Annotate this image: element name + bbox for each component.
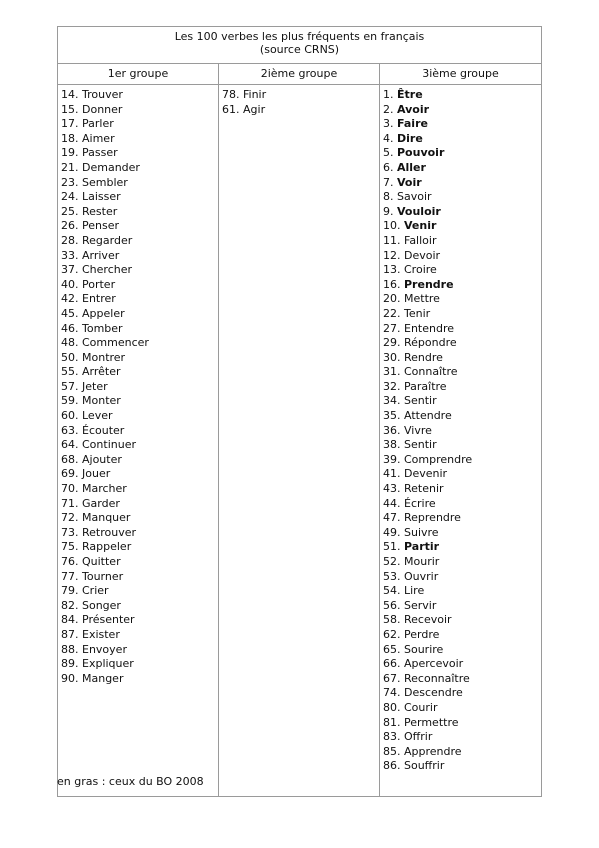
verb-name: Garder: [82, 496, 120, 510]
list-item: [383, 132, 538, 147]
verb-name: Reconnaître: [404, 671, 470, 685]
verb-name: Ouvrir: [404, 569, 439, 583]
list-item: [383, 351, 538, 366]
verb-rank: 24.: [61, 190, 79, 204]
verb-rank: 33.: [61, 248, 79, 262]
verb-rank: 72.: [61, 511, 79, 525]
verb-rank: 78.: [222, 88, 240, 101]
verb-name: Retrouver: [82, 525, 137, 539]
verb-name: Connaître: [404, 365, 458, 379]
column-header-group3: 3ième groupe: [380, 64, 542, 85]
verb-name: Trouver: [82, 88, 123, 101]
verb-name: Sentir: [404, 394, 437, 408]
list-item: [61, 555, 215, 570]
footnote: en gras : ceux du BO 2008: [57, 775, 204, 788]
verb-rank: 51.: [383, 540, 401, 554]
list-item: [383, 438, 538, 453]
verb-rank: 64.: [61, 438, 79, 452]
column-group3: [380, 85, 542, 797]
verb-rank: 57.: [61, 379, 79, 393]
verb-name: Entendre: [404, 321, 455, 335]
verb-rank: 54.: [383, 584, 401, 598]
list-item: [383, 555, 538, 570]
verb-rank: 22.: [383, 306, 401, 320]
list-item: [61, 176, 215, 191]
verb-name: Expliquer: [82, 657, 134, 671]
verb-rank: 73.: [61, 525, 79, 539]
list-item: [383, 759, 538, 774]
list-item: [61, 219, 215, 234]
verb-name: Penser: [82, 219, 120, 233]
verb-name: Sourire: [404, 642, 444, 656]
list-item: [61, 117, 215, 132]
verb-rank: 36.: [383, 423, 401, 437]
list-item: [383, 584, 538, 599]
verb-rank: 58.: [383, 613, 401, 627]
verb-rank: 52.: [383, 555, 401, 568]
verb-name: Écouter: [82, 423, 125, 437]
list-item: [383, 292, 538, 307]
verb-name: Agir: [243, 102, 266, 116]
verb-rank: 19.: [61, 146, 79, 160]
verb-name: Apprendre: [404, 744, 462, 758]
verb-name: Être: [397, 88, 423, 101]
verb-rank: 87.: [61, 627, 79, 641]
verb-rank: 82.: [61, 598, 79, 612]
verb-rank: 41.: [383, 467, 401, 481]
verb-rank: 18.: [61, 131, 79, 145]
verb-name: Venir: [404, 219, 437, 233]
list-item: [61, 205, 215, 220]
list-item: [383, 730, 538, 745]
list-item: [383, 497, 538, 512]
verb-rank: 46.: [61, 321, 79, 335]
verb-name: Jouer: [82, 467, 111, 481]
header-row: [58, 64, 542, 85]
verb-rank: 23.: [61, 175, 79, 189]
column-header-group1: 1er groupe: [58, 64, 219, 85]
verb-name: Vivre: [404, 423, 432, 437]
list-item: [383, 482, 538, 497]
list-item: [61, 103, 215, 118]
verb-name: Falloir: [404, 233, 437, 247]
list-item: [383, 409, 538, 424]
list-item: [383, 307, 538, 322]
list-item: [383, 234, 538, 249]
verb-name: Commencer: [82, 336, 149, 350]
list-item: [61, 438, 215, 453]
verbs-table: [57, 26, 542, 797]
verb-rank: 16.: [383, 277, 401, 291]
list-item: [61, 365, 215, 380]
verb-name: Arriver: [82, 248, 120, 262]
list-item: [222, 103, 376, 118]
verb-name: Lever: [82, 409, 113, 423]
verb-name: Voir: [397, 175, 422, 189]
verb-name: Comprendre: [404, 452, 473, 466]
verb-rank: 47.: [383, 511, 401, 525]
column-group1: [58, 85, 219, 797]
verb-rank: 28.: [61, 233, 79, 247]
list-item: [61, 351, 215, 366]
verb-rank: 71.: [61, 496, 79, 510]
list-item: [61, 322, 215, 337]
table-title-line2: (source CRNS): [259, 43, 340, 56]
verb-name: Faire: [397, 117, 428, 131]
verb-name: Appeler: [82, 306, 125, 320]
list-item: [61, 161, 215, 176]
list-item: [61, 643, 215, 658]
verb-name: Perdre: [404, 627, 440, 641]
list-item: [61, 190, 215, 205]
verb-name: Vouloir: [397, 204, 441, 218]
verb-name: Sembler: [82, 175, 128, 189]
verb-name: Servir: [404, 598, 437, 612]
list-row: [58, 85, 542, 797]
verb-rank: 61.: [222, 102, 240, 116]
list-item: [61, 584, 215, 599]
verb-rank: 69.: [61, 467, 79, 481]
verb-name: Lire: [404, 584, 425, 598]
verb-name: Répondre: [404, 336, 457, 350]
list-item: [383, 424, 538, 439]
list-item: [61, 511, 215, 526]
verb-rank: 43.: [383, 482, 401, 496]
verb-rank: 25.: [61, 204, 79, 218]
list-item: [61, 672, 215, 687]
verb-rank: 83.: [383, 730, 401, 744]
list-item: [383, 190, 538, 205]
list-item: [61, 409, 215, 424]
verb-name: Rappeler: [82, 540, 132, 554]
verb-rank: 68.: [61, 452, 79, 466]
list-item: [383, 540, 538, 555]
verb-rank: 4.: [383, 131, 394, 145]
verb-rank: 86.: [383, 759, 401, 773]
verb-rank: 44.: [383, 496, 401, 510]
verb-name: Demander: [82, 160, 140, 174]
list-item: [383, 365, 538, 380]
verb-name: Pouvoir: [397, 146, 445, 160]
verb-name: Présenter: [82, 613, 135, 627]
verb-name: Prendre: [404, 277, 454, 291]
list-item: [383, 453, 538, 468]
verb-rank: 55.: [61, 365, 79, 379]
verb-name: Rester: [82, 204, 118, 218]
verb-name: Tomber: [82, 321, 123, 335]
verb-name: Manquer: [82, 511, 131, 525]
verb-rank: 10.: [383, 219, 401, 233]
verb-list-group1: [61, 88, 215, 686]
verb-name: Crier: [82, 584, 109, 598]
verb-rank: 9.: [383, 204, 394, 218]
list-item: [383, 176, 538, 191]
verb-name: Savoir: [397, 190, 432, 204]
verb-name: Recevoir: [404, 613, 452, 627]
list-item: [61, 234, 215, 249]
verb-name: Regarder: [82, 233, 133, 247]
verb-rank: 50.: [61, 350, 79, 364]
verb-rank: 65.: [383, 642, 401, 656]
list-item: [61, 263, 215, 278]
verb-rank: 1.: [383, 88, 394, 101]
list-item: [61, 526, 215, 541]
verb-name: Montrer: [82, 350, 126, 364]
verb-rank: 63.: [61, 423, 79, 437]
list-item: [383, 278, 538, 293]
verb-name: Souffrir: [404, 759, 445, 773]
verb-rank: 15.: [61, 102, 79, 116]
verb-rank: 21.: [61, 160, 79, 174]
verb-name: Tenir: [404, 306, 431, 320]
verb-rank: 74.: [383, 686, 401, 700]
list-item: [383, 613, 538, 628]
list-item: [61, 628, 215, 643]
verb-name: Apercevoir: [404, 657, 464, 671]
verb-name: Exister: [82, 627, 120, 641]
list-item: [61, 88, 215, 103]
list-item: [61, 380, 215, 395]
list-item: [383, 628, 538, 643]
verb-rank: 31.: [383, 365, 401, 379]
list-item: [383, 205, 538, 220]
verb-rank: 66.: [383, 657, 401, 671]
verb-rank: 81.: [383, 715, 401, 729]
verb-rank: 59.: [61, 394, 79, 408]
verb-name: Attendre: [404, 409, 452, 423]
verb-rank: 38.: [383, 438, 401, 452]
table-title: [58, 27, 542, 64]
list-item: [61, 657, 215, 672]
verb-name: Devoir: [404, 248, 441, 262]
verb-name: Entrer: [82, 292, 116, 306]
verb-rank: 2.: [383, 102, 394, 116]
verb-name: Manger: [82, 671, 124, 685]
verb-name: Laisser: [82, 190, 121, 204]
list-item: [61, 613, 215, 628]
verb-rank: 11.: [383, 233, 401, 247]
list-item: [383, 322, 538, 337]
list-item: [61, 467, 215, 482]
list-item: [383, 380, 538, 395]
list-item: [383, 672, 538, 687]
list-item: [383, 394, 538, 409]
verb-name: Mourir: [404, 555, 440, 568]
list-item: [383, 263, 538, 278]
verb-list-group3: [383, 88, 538, 774]
verb-rank: 13.: [383, 263, 401, 277]
list-item: [383, 161, 538, 176]
verb-rank: 3.: [383, 117, 394, 131]
list-item: [61, 599, 215, 614]
list-item: [222, 88, 376, 103]
list-item: [383, 701, 538, 716]
list-item: [383, 745, 538, 760]
verb-rank: 79.: [61, 584, 79, 598]
verb-rank: 5.: [383, 146, 394, 160]
verb-name: Devenir: [404, 467, 448, 481]
verb-name: Jeter: [82, 379, 108, 393]
list-item: [61, 307, 215, 322]
verb-rank: 90.: [61, 671, 79, 685]
list-item: [61, 453, 215, 468]
verb-name: Monter: [82, 394, 121, 408]
verb-rank: 48.: [61, 336, 79, 350]
list-item: [61, 482, 215, 497]
list-item: [61, 292, 215, 307]
list-item: [61, 336, 215, 351]
verb-list-group2: [222, 88, 376, 117]
table-title-line1: Les 100 verbes les plus fréquents en français: [174, 30, 425, 43]
verb-name: Suivre: [404, 525, 439, 539]
verb-name: Aller: [397, 160, 426, 174]
list-item: [61, 132, 215, 147]
verb-name: Chercher: [82, 263, 133, 277]
verb-rank: 40.: [61, 277, 79, 291]
verb-rank: 56.: [383, 598, 401, 612]
verb-rank: 20.: [383, 292, 401, 306]
verb-rank: 80.: [383, 700, 401, 714]
list-item: [61, 249, 215, 264]
verb-name: Parler: [82, 117, 114, 131]
verb-rank: 7.: [383, 175, 394, 189]
list-item: [383, 657, 538, 672]
list-item: [383, 103, 538, 118]
verb-rank: 45.: [61, 306, 79, 320]
verb-rank: 35.: [383, 409, 401, 423]
verb-rank: 27.: [383, 321, 401, 335]
verb-rank: 85.: [383, 744, 401, 758]
verb-name: Envoyer: [82, 642, 127, 656]
verb-rank: 84.: [61, 613, 79, 627]
title-row: [58, 27, 542, 64]
verb-name: Avoir: [397, 102, 430, 116]
verb-rank: 53.: [383, 569, 401, 583]
verb-rank: 8.: [383, 190, 394, 204]
verb-rank: 42.: [61, 292, 79, 306]
verb-name: Offrir: [404, 730, 433, 744]
list-item: [383, 219, 538, 234]
verb-name: Permettre: [404, 715, 459, 729]
verb-name: Retenir: [404, 482, 444, 496]
verb-rank: 29.: [383, 336, 401, 350]
list-item: [61, 394, 215, 409]
verb-name: Ajouter: [82, 452, 122, 466]
verb-rank: 77.: [61, 569, 79, 583]
verb-name: Continuer: [82, 438, 136, 452]
verb-rank: 17.: [61, 117, 79, 131]
verb-name: Croire: [404, 263, 437, 277]
list-item: [383, 88, 538, 103]
list-item: [383, 599, 538, 614]
verb-name: Partir: [404, 540, 440, 554]
verb-name: Paraître: [404, 379, 447, 393]
verb-rank: 14.: [61, 88, 79, 101]
verb-rank: 75.: [61, 540, 79, 554]
verb-rank: 70.: [61, 482, 79, 496]
list-item: [383, 336, 538, 351]
verb-name: Donner: [82, 102, 123, 116]
list-item: [383, 146, 538, 161]
verb-name: Mettre: [404, 292, 440, 306]
verb-name: Songer: [82, 598, 121, 612]
verb-name: Quitter: [82, 555, 121, 568]
list-item: [383, 117, 538, 132]
list-item: [383, 570, 538, 585]
verb-name: Passer: [82, 146, 118, 160]
list-item: [383, 643, 538, 658]
column-header-group2: 2ième groupe: [219, 64, 380, 85]
list-item: [383, 467, 538, 482]
verb-rank: 26.: [61, 219, 79, 233]
verb-name: Marcher: [82, 482, 127, 496]
list-item: [61, 146, 215, 161]
list-item: [383, 686, 538, 701]
verb-name: Arrêter: [82, 365, 121, 379]
list-item: [61, 424, 215, 439]
verb-rank: 37.: [61, 263, 79, 277]
verb-name: Sentir: [404, 438, 437, 452]
verb-name: Aimer: [82, 131, 115, 145]
list-item: [383, 716, 538, 731]
verb-rank: 60.: [61, 409, 79, 423]
verb-rank: 76.: [61, 555, 79, 568]
verb-name: Courir: [404, 700, 438, 714]
verb-name: Tourner: [82, 569, 124, 583]
verb-rank: 32.: [383, 379, 401, 393]
list-item: [61, 497, 215, 512]
verb-rank: 62.: [383, 627, 401, 641]
list-item: [61, 540, 215, 555]
list-item: [61, 570, 215, 585]
verb-rank: 6.: [383, 160, 394, 174]
verb-name: Écrire: [404, 496, 436, 510]
verb-rank: 12.: [383, 248, 401, 262]
verb-name: Dire: [397, 131, 423, 145]
verb-name: Reprendre: [404, 511, 461, 525]
verb-rank: 30.: [383, 350, 401, 364]
list-item: [383, 249, 538, 264]
verb-rank: 67.: [383, 671, 401, 685]
verb-rank: 89.: [61, 657, 79, 671]
verb-name: Porter: [82, 277, 116, 291]
list-item: [61, 278, 215, 293]
verb-rank: 88.: [61, 642, 79, 656]
column-group2: [219, 85, 380, 797]
verb-name: Finir: [243, 88, 267, 101]
verb-rank: 49.: [383, 525, 401, 539]
verb-name: Descendre: [404, 686, 463, 700]
list-item: [383, 526, 538, 541]
verb-name: Rendre: [404, 350, 443, 364]
verb-rank: 39.: [383, 452, 401, 466]
verb-rank: 34.: [383, 394, 401, 408]
list-item: [383, 511, 538, 526]
